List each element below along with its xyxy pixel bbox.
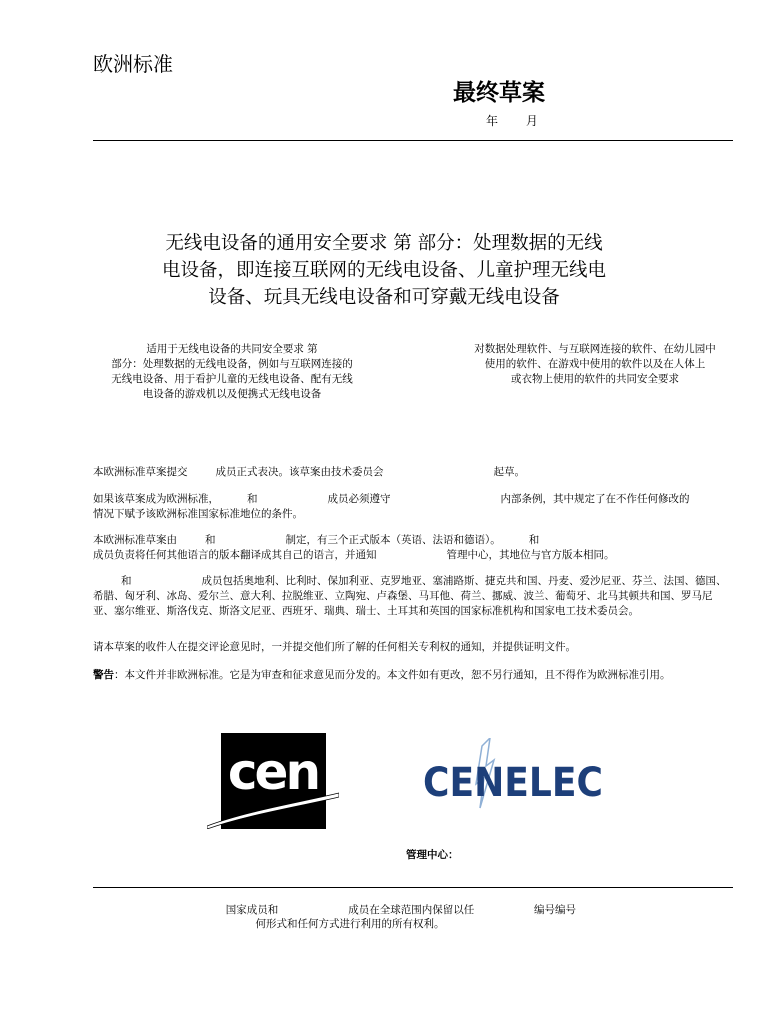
submission-paragraph xyxy=(93,465,728,480)
members-paragraph xyxy=(93,574,728,619)
warning-text: ：本文件并非欧洲标准。它是为审查和征求意见而分发的。本文件如有更改，恕不另行通知，且不得作为欧洲标准引用。 xyxy=(114,669,671,681)
scope-left-line: 部分：处理数据的无线电设备，例如与互联网连接的 xyxy=(111,358,353,370)
warning-label: 警告 xyxy=(93,669,114,681)
draft-status-label: 最终草案 xyxy=(453,79,545,106)
scope-left-line: 电设备的游戏机以及便携式无线电设备 xyxy=(142,388,322,400)
p2-text-a: 如果该草案成为欧洲标准， xyxy=(93,493,219,505)
top-divider xyxy=(93,140,733,141)
cenelec-logo-text: CENELEC xyxy=(423,760,603,806)
title-line-3: 设备、玩具无线电设备和可穿戴无线电设备 xyxy=(208,287,560,308)
p3-text-e: 成员负责将任何其他语言的版本翻译成其自己的语言，并通知 xyxy=(93,549,377,561)
versions-paragraph xyxy=(93,533,728,563)
title-line-2: 电设备，即连接互联网的无线电设备、儿童护理无线电 xyxy=(161,260,606,281)
warning-paragraph xyxy=(93,668,728,683)
cen-logo-text: cen xyxy=(227,743,319,801)
copyright-text-c: 何形式和任何方式进行利用的所有权利。 xyxy=(255,918,445,930)
p1-text-a: 本欧洲标准草案提交 xyxy=(93,466,188,478)
p1-text-c: 起草。 xyxy=(493,466,525,478)
scope-right-column xyxy=(455,342,735,387)
p2-text-e: 情况下赋予该欧洲标准国家标准地位的条件。 xyxy=(93,508,303,520)
scope-right-line: 对数据处理软件、与互联网连接的软件、在幼儿园中 xyxy=(474,343,716,355)
cenelec-logo xyxy=(420,738,606,828)
reference-number-label: 编号编号 xyxy=(534,904,576,916)
scope-left-column xyxy=(92,342,372,402)
cen-logo xyxy=(207,733,339,829)
bottom-divider xyxy=(93,887,733,888)
p3-text-a: 本欧洲标准草案由 xyxy=(93,534,177,546)
title-line-1: 无线电设备的通用安全要求 第 部分：处理数据的无线 xyxy=(165,233,603,254)
management-center-label: 管理中心： xyxy=(406,849,459,861)
patent-paragraph: 请本草案的收件人在提交评论意见时，一并提交他们所了解的任何相关专利权的通知，并提供证明文件。 xyxy=(93,641,576,653)
copyright-text-b: 成员在全球范围内保留以任 xyxy=(348,904,475,916)
scope-left-line: 适用于无线电设备的共同安全要求 第 xyxy=(146,343,318,355)
scope-right-line: 使用的软件、在游戏中使用的软件以及在人体上 xyxy=(484,358,706,370)
document-title xyxy=(120,230,648,311)
scope-right-line: 或衣物上使用的软件的共同安全要求 xyxy=(511,373,679,385)
copyright-text-a: 国家成员和 xyxy=(225,904,279,916)
p3-text-f: 管理中心，其地位与官方版本相同。 xyxy=(446,549,615,561)
scope-left-line: 无线电设备、用于看护儿童的无线电设备、配有无线 xyxy=(111,373,353,385)
p2-text-b: 和 xyxy=(247,493,258,505)
p1-text-b: 成员正式表决。该草案由技术委员会 xyxy=(215,466,384,478)
p3-text-b: 和 xyxy=(205,534,216,546)
copyright-notice xyxy=(210,903,490,931)
p2-text-c: 成员必须遵守 xyxy=(327,493,391,505)
p4-text-a: 和 xyxy=(121,575,132,587)
header-org-label: 欧洲标准 xyxy=(93,52,173,76)
p3-text-c: 制定，有三个正式版本（英语、法语和德语）。 xyxy=(285,534,501,546)
adoption-paragraph xyxy=(93,492,728,522)
p4-text-b: 成员包括奥地利、比利时、保加利亚、克罗地亚、塞浦路斯、捷克共和国、丹麦、爱沙尼亚、芬兰、法国、德国、希腊、匈牙利、冰岛、爱尔兰、意大利、拉脱维亚、立陶宛、卢森堡、马耳他、荷兰、挪威、波兰、葡萄牙、北马其顿共和国、罗马尼亚、塞尔维亚、斯洛伐克、斯洛文尼亚、西班牙、瑞典、瑞士、土耳其和英国的国家标准机构和国家电工技术委员会。 xyxy=(93,575,727,617)
p3-text-d: 和 xyxy=(528,534,540,546)
p2-text-d: 内部条例，其中规定了在不作任何修改的 xyxy=(500,493,690,505)
date-label: 年 月 xyxy=(486,114,550,128)
